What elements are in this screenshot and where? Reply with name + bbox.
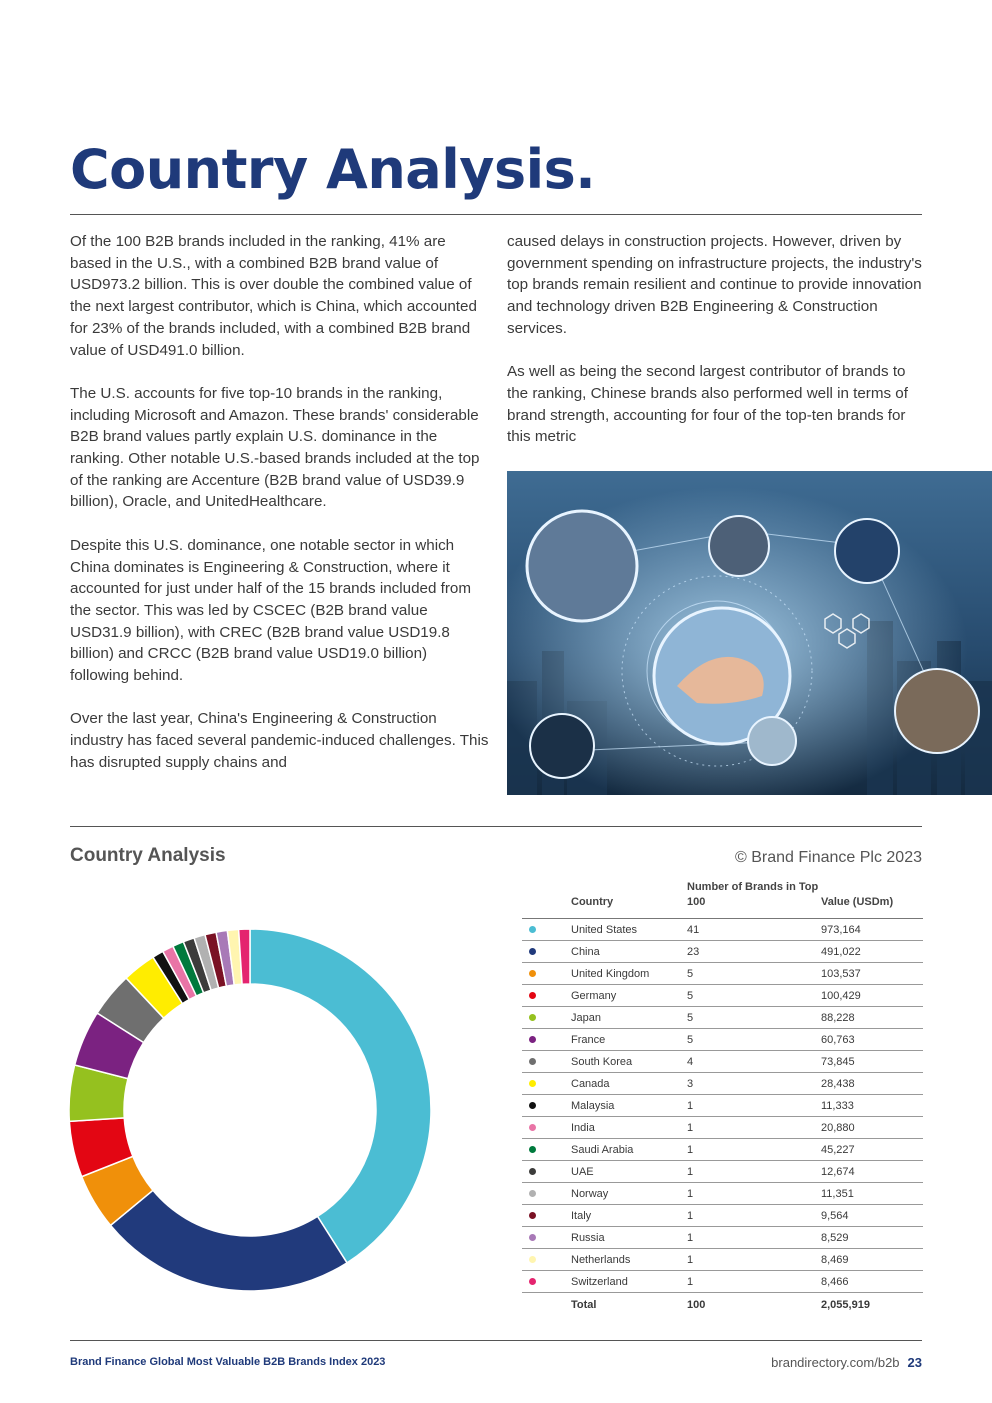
legend-dot-icon (529, 1234, 536, 1241)
table-row (522, 1029, 923, 1051)
value-cell: 20,880 (821, 1117, 923, 1139)
footer-report-title: Brand Finance Global Most Valuable B2B Brands Index 2023 (70, 1356, 386, 1368)
donut-slice-united-states (250, 929, 431, 1263)
country-cell: Netherlands (571, 1249, 687, 1271)
value-cell: 88,228 (821, 1007, 923, 1029)
country-cell: Saudi Arabia (571, 1139, 687, 1161)
value-cell: 8,529 (821, 1227, 923, 1249)
brands-cell: 4 (687, 1051, 821, 1073)
country-cell: South Korea (571, 1051, 687, 1073)
brands-cell: 1 (687, 1271, 821, 1293)
value-cell: 8,469 (821, 1249, 923, 1271)
brands-cell: 1 (687, 1139, 821, 1161)
donut-slice-china (111, 1190, 347, 1291)
value-cell: 11,351 (821, 1183, 923, 1205)
table-row (522, 919, 923, 941)
footer-right (771, 1355, 922, 1370)
brands-cell: 1 (687, 1183, 821, 1205)
table-row (522, 1073, 923, 1095)
left-text-column (70, 231, 490, 795)
table-row (522, 1205, 923, 1227)
value-cell: 45,227 (821, 1139, 923, 1161)
country-header: Country (571, 880, 687, 919)
legend-dot (522, 963, 571, 985)
brands-cell: 1 (687, 1227, 821, 1249)
legend-dot-icon (529, 1080, 536, 1087)
page-title: Country Analysis. (70, 138, 596, 201)
country-cell: Germany (571, 985, 687, 1007)
legend-dot-icon (529, 948, 536, 955)
brands-cell: 5 (687, 985, 821, 1007)
table-row (522, 941, 923, 963)
value-cell: 9,564 (821, 1205, 923, 1227)
paragraph: Over the last year, China's Engineering & Construction industry has faced several pandemic-induced challenges. This has disrupted supply chains and (70, 710, 489, 771)
country-cell: Malaysia (571, 1095, 687, 1117)
value-cell: 12,674 (821, 1161, 923, 1183)
table-row (522, 963, 923, 985)
legend-dot-icon (529, 992, 536, 999)
country-cell: Japan (571, 1007, 687, 1029)
value-cell: 8,466 (821, 1271, 923, 1293)
legend-dot (522, 1029, 571, 1051)
total-brands: 100 (687, 1299, 706, 1311)
country-cell: Norway (571, 1183, 687, 1205)
paragraph: The U.S. accounts for five top-10 brands in the ranking, including Microsoft and Amazon. These brands' considerable B2B brand values partly explain U.S. dominance in the ranking. Other notable U.S.-based brands included at the top of the ranking are Accenture (B2B brand value of USD39.9 billion), Oracle, and UnitedHealthcare. (70, 384, 480, 511)
legend-dot (522, 1227, 571, 1249)
footer-divider (70, 1340, 922, 1341)
paragraph: As well as being the second largest contributor of brands to the ranking, Chinese brands also performed well in terms of brand strength, accounting for four of the top-ten brands for this metric (507, 363, 908, 446)
legend-dot-icon (529, 1058, 536, 1065)
table-row (522, 985, 923, 1007)
legend-dot (522, 1249, 571, 1271)
legend-dot (522, 1139, 571, 1161)
country-cell: Switzerland (571, 1271, 687, 1293)
legend-dot-icon (529, 1212, 536, 1219)
value-cell: 73,845 (821, 1051, 923, 1073)
table-row (522, 1095, 923, 1117)
table-row (522, 1007, 923, 1029)
country-cell: Canada (571, 1073, 687, 1095)
chart-title: Country Analysis (70, 845, 226, 866)
legend-dot-icon (529, 1014, 536, 1021)
country-cell: Italy (571, 1205, 687, 1227)
brands-cell: 5 (687, 963, 821, 985)
table-row (522, 1227, 923, 1249)
country-cell: United Kingdom (571, 963, 687, 985)
table-row (522, 1249, 923, 1271)
table-row (522, 1271, 923, 1293)
brands-cell: 3 (687, 1073, 821, 1095)
table-row (522, 1051, 923, 1073)
legend-dot-icon (529, 926, 536, 933)
right-text-column (507, 231, 922, 470)
brands-cell: 1 (687, 1161, 821, 1183)
legend-dot (522, 1161, 571, 1183)
legend-dot-icon (529, 1256, 536, 1263)
business-handshake-photo (507, 471, 992, 795)
dot-header (522, 880, 571, 919)
legend-dot-icon (529, 1102, 536, 1109)
brands-cell: 23 (687, 941, 821, 963)
value-cell: 100,429 (821, 985, 923, 1007)
value-cell: 28,438 (821, 1073, 923, 1095)
copyright-note: © Brand Finance Plc 2023 (734, 849, 922, 866)
footer-url[interactable]: brandirectory.com/b2b (771, 1355, 900, 1370)
legend-dot (522, 1205, 571, 1227)
value-cell: 103,537 (821, 963, 923, 985)
brands-cell: 5 (687, 1029, 821, 1051)
country-table (522, 880, 923, 1317)
table-row (522, 1139, 923, 1161)
legend-dot (522, 1183, 571, 1205)
brands-cell: 1 (687, 1249, 821, 1271)
brands-cell: 1 (687, 1117, 821, 1139)
title-divider (70, 214, 922, 215)
table-row (522, 1161, 923, 1183)
paragraph: Despite this U.S. dominance, one notable sector in which China dominates is Engineering & Construction, where it accounted for just under half of the 15 brands included from the sector. This was led by CSCEC (B2B brand value USD31.9 billion), with CREC (B2B brand value USD19.8 billion) and CRCC (B2B brand value USD19.0 billion) following behind. (70, 536, 472, 685)
legend-dot-icon (529, 1278, 536, 1285)
legend-dot (522, 985, 571, 1007)
total-row (522, 1293, 923, 1318)
brands-header: Number of Brands in Top 100 (687, 880, 821, 919)
country-cell: Russia (571, 1227, 687, 1249)
value-cell: 491,022 (821, 941, 923, 963)
legend-dot-icon (529, 1190, 536, 1197)
legend-dot-icon (529, 1146, 536, 1153)
total-label: Total (571, 1299, 597, 1311)
country-cell: United States (571, 919, 687, 941)
value-cell: 973,164 (821, 919, 923, 941)
table-row (522, 1117, 923, 1139)
legend-dot (522, 1117, 571, 1139)
section-divider (70, 826, 922, 827)
country-cell: India (571, 1117, 687, 1139)
legend-dot (522, 919, 571, 941)
total-value: 2,055,919 (821, 1299, 870, 1311)
paragraph: Of the 100 B2B brands included in the ranking, 41% are based in the U.S., with a combined B2B brand value of USD973.2 billion. This is over double the combined value of the next largest contributor, which is China, which accounted for 23% of the brands included, with a combined B2B brand value of USD491.0 billion. (70, 233, 477, 359)
legend-dot-icon (529, 1036, 536, 1043)
brands-cell: 5 (687, 1007, 821, 1029)
page-number: 23 (907, 1355, 922, 1370)
legend-dot (522, 1073, 571, 1095)
country-donut-chart (60, 920, 440, 1300)
brands-cell: 41 (687, 919, 821, 941)
brands-cell: 1 (687, 1095, 821, 1117)
legend-dot-icon (529, 970, 536, 977)
legend-dot (522, 1007, 571, 1029)
table-row (522, 1183, 923, 1205)
legend-dot (522, 941, 571, 963)
paragraph: caused delays in construction projects. However, driven by government spending on infrastructure projects, the industry's top brands remain resilient and continue to provide innovation and technology driven B2B Engineering & Construction services. (507, 233, 922, 337)
legend-dot (522, 1095, 571, 1117)
value-cell: 11,333 (821, 1095, 923, 1117)
value-cell: 60,763 (821, 1029, 923, 1051)
country-cell: UAE (571, 1161, 687, 1183)
country-cell: China (571, 941, 687, 963)
brands-cell: 1 (687, 1205, 821, 1227)
legend-dot (522, 1051, 571, 1073)
legend-dot-icon (529, 1124, 536, 1131)
country-cell: France (571, 1029, 687, 1051)
legend-dot-icon (529, 1168, 536, 1175)
value-header: Value (USDm) (821, 880, 923, 919)
legend-dot (522, 1271, 571, 1293)
